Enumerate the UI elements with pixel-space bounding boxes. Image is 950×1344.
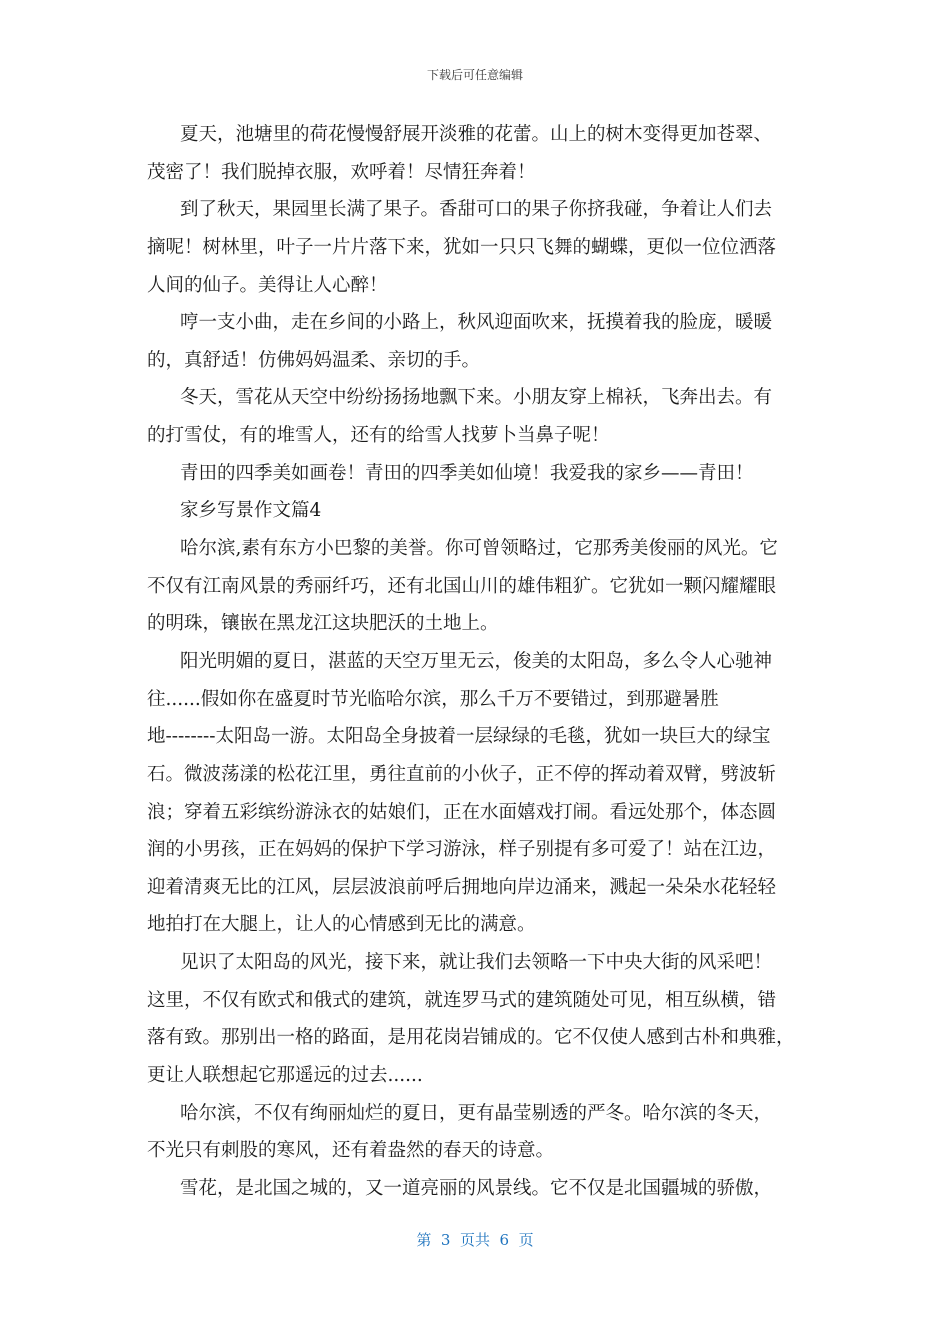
paragraph-line: 阳光明媚的夏日，湛蓝的天空万里无云，俊美的太阳岛，多么令人心驰神 bbox=[180, 650, 773, 672]
paragraph-line: 摘呢！树林里，叶子一片片落下来，犹如一只只飞舞的蝴蝶，更似一位位洒落 bbox=[147, 236, 777, 258]
paragraph-line: 见识了太阳岛的风光，接下来，就让我们去领略一下中央大街的风采吧！ bbox=[180, 952, 773, 974]
paragraph-line: 哈尔滨，不仅有绚丽灿烂的夏日，更有晶莹剔透的严冬。哈尔滨的冬天， bbox=[180, 1102, 773, 1124]
paragraph-line: 雪花，是北国之城的，又一道亮丽的风景线。它不仅是北国疆城的骄傲， bbox=[180, 1177, 773, 1199]
paragraph-line: 往......假如你在盛夏时节光临哈尔滨，那么千万不要错过，到那避暑胜 bbox=[147, 688, 719, 710]
paragraph-line: 润的小男孩，正在妈妈的保护下学习游泳，样子别提有多可爱了！站在江边， bbox=[147, 839, 777, 861]
section-heading: 家乡写景作文篇4 bbox=[180, 500, 322, 522]
paragraph-line: 的明珠，镶嵌在黑龙江这块肥沃的土地上。 bbox=[147, 613, 499, 635]
paragraph-line: 这里，不仅有欧式和俄式的建筑，就连罗马式的建筑随处可见，相互纵横，错 bbox=[147, 989, 777, 1011]
page-header: 下载后可任意编辑 bbox=[426, 68, 523, 82]
paragraph-line: 不仅有江南风景的秀丽纤巧，还有北国山川的雄伟粗犷。它犹如一颗闪耀耀眼 bbox=[147, 575, 777, 597]
page-number-footer bbox=[0, 1229, 950, 1250]
paragraph-line: 夏天，池塘里的荷花慢慢舒展开淡雅的花蕾。山上的树木变得更加苍翠、 bbox=[180, 124, 773, 145]
paragraph-line: 哼一支小曲，走在乡间的小路上，秋风迎面吹来，抚摸着我的脸庞，暖暖 bbox=[180, 312, 773, 334]
paragraph-line: 的打雪仗，有的堆雪人，还有的给雪人找萝卜当鼻子呢！ bbox=[147, 425, 610, 447]
paragraph-line: 迎着清爽无比的江风，层层波浪前呼后拥地向岸边涌来，溅起一朵朵水花轻轻 bbox=[147, 876, 777, 898]
paragraph-line: 青田的四季美如画卷！青田的四季美如仙境！我爱我的家乡——青田！ bbox=[180, 462, 754, 484]
paragraph-line: 的，真舒适！仿佛妈妈温柔、亲切的手。 bbox=[147, 349, 481, 371]
paragraph-line: 茂密了！我们脱掉衣服，欢呼着！尽情狂奔着！ bbox=[147, 161, 536, 183]
paragraph-line: 地--------太阳岛一游。太阳岛全身披着一层绿绿的毛毯，犹如一块巨大的绿宝 bbox=[147, 726, 771, 748]
paragraph-line: 人间的仙子。美得让人心醉！ bbox=[147, 274, 388, 296]
paragraph-line: 石。微波荡漾的松花江里，勇往直前的小伙子，正不停的挥动着双臂，劈波斩 bbox=[147, 763, 777, 785]
paragraph-line: 哈尔滨,素有东方小巴黎的美誉。你可曾领略过，它那秀美俊丽的风光。它 bbox=[180, 538, 778, 560]
page-number-text: 第 3 页共 6 页 bbox=[416, 1231, 534, 1249]
paragraph-line: 不光只有刺股的寒风，还有着盎然的春天的诗意。 bbox=[147, 1140, 555, 1162]
paragraph-line: 地拍打在大腿上，让人的心情感到无比的满意。 bbox=[147, 914, 536, 936]
article-body bbox=[147, 116, 807, 1208]
paragraph-line: 冬天，雪花从天空中纷纷扬扬地飘下来。小朋友穿上棉袄，飞奔出去。有 bbox=[180, 387, 773, 409]
paragraph-line: 到了秋天，果园里长满了果子。香甜可口的果子你挤我碰，争着让人们去 bbox=[180, 199, 773, 221]
paragraph-line: 浪；穿着五彩缤纷游泳衣的姑娘们，正在水面嬉戏打闹。看远处那个，体态圆 bbox=[147, 801, 777, 823]
paragraph-line: 落有致。那别出一格的路面，是用花岗岩铺成的。它不仅使人感到古朴和典雅， bbox=[147, 1027, 795, 1049]
paragraph-line: 更让人联想起它那遥远的过去...... bbox=[147, 1065, 423, 1087]
